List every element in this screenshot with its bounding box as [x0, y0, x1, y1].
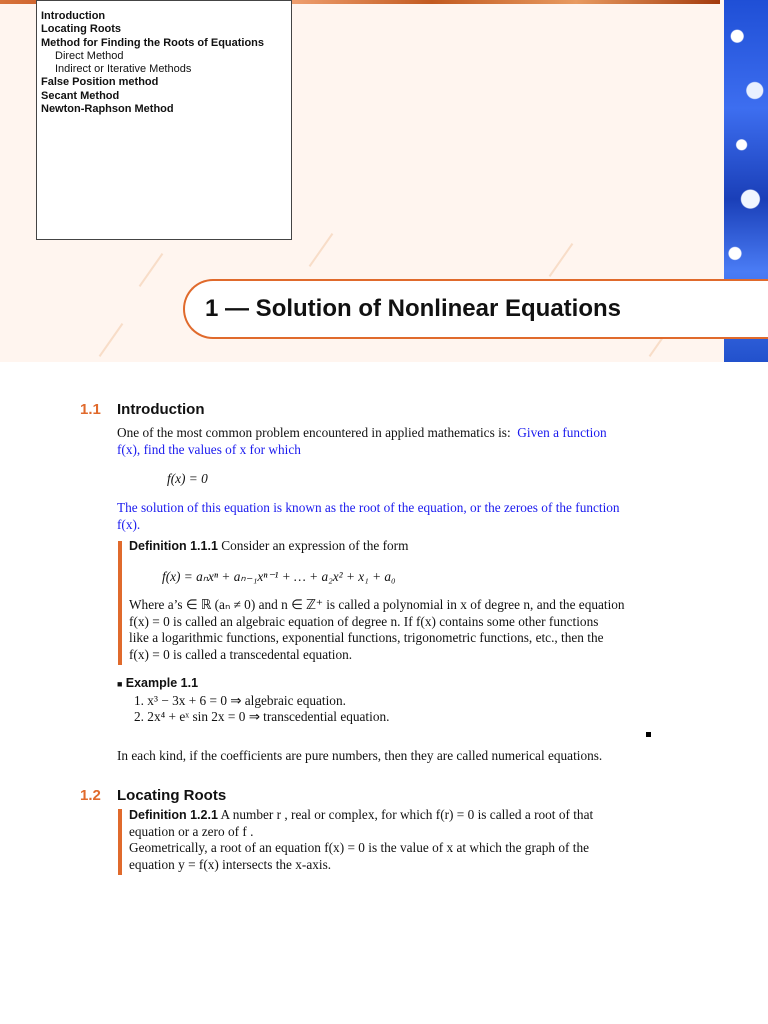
definition-line: like a logarithmic functions, exponential functions, trigonometric functions, etc., then the [129, 630, 604, 645]
root-text-line1: The solution of this equation is known as the root of the equation, or the zeroes of the function [117, 500, 620, 515]
decorative-streak [549, 243, 574, 277]
toc-item-iterative-methods[interactable]: Indirect or Iterative Methods [55, 63, 192, 76]
definition-accent-bar [118, 541, 122, 665]
definition-line: Where a’s ∈ ℝ (aₙ ≠ 0) and n ∈ ℤ⁺ is called a polynomial in x of degree n, and the equation [129, 597, 625, 612]
root-definition-paragraph [117, 500, 662, 533]
decorative-streak [309, 233, 334, 267]
definition-label: Definition 1.2.1 [129, 808, 218, 822]
example-1-1: ■ Example 1.1 1. x³ − 3x + 6 = 0 ⇒ algebraic equation. 2. 2x⁴ + eˣ sin 2x = 0 ⇒ transcedential equation. [117, 675, 657, 726]
example-item: 1. x³ − 3x + 6 = 0 ⇒ algebraic equation. [134, 692, 346, 708]
toc-item-secant[interactable]: Secant Method [41, 89, 120, 102]
section-title: Introduction [117, 401, 205, 418]
definition-line: Geometrically, a root of an equation f(x) = 0 is the value of x at which the graph of the [129, 840, 590, 855]
toc-item-locating-roots[interactable]: Locating Roots [41, 23, 122, 36]
intro-highlight-2: f(x), find the values of x for which [117, 441, 301, 457]
definition-lead: Consider an expression of the form [221, 538, 409, 553]
section-title: Locating Roots [117, 787, 227, 804]
end-of-example-mark [646, 732, 651, 737]
example-label: Example 1.1 [125, 676, 199, 690]
section-number: 1.1 [80, 401, 101, 418]
definition-line: f(x) = 0 is called an algebraic equation of degree n. If f(x) contains some other functions [129, 613, 599, 629]
toc-item-direct-method[interactable]: Direct Method [55, 49, 124, 62]
section-number: 1.2 [80, 787, 101, 804]
toc-item-finding-roots[interactable]: Method for Finding the Roots of Equations [41, 36, 265, 49]
equation-text: f(x) = 0 [167, 471, 208, 486]
chapter-title-box [183, 279, 768, 339]
definition-line: equation or a zero of f . [129, 823, 254, 839]
formula-text: f(x) = aₙxⁿ + aₙ₋₁xⁿ⁻¹ + … + a₂x² + x₁ + a₀ [162, 569, 396, 584]
polynomial-formula [162, 569, 396, 586]
definition-line: A number r , real or complex, for which f(r) = 0 is called a root of that [220, 807, 594, 822]
section-heading-locating-roots [80, 787, 226, 804]
decorative-streak [139, 253, 164, 287]
toc-item-introduction[interactable]: Introduction [41, 10, 106, 22]
example-item: 2. 2x⁴ + eˣ sin 2x = 0 ⇒ transcedential equation. [134, 709, 390, 724]
intro-highlight: Given a function [517, 425, 607, 440]
definition-line: equation y = f(x) intersects the x-axis. [129, 856, 332, 872]
definition-line: f(x) = 0 is called a transcedental equation. [129, 646, 353, 662]
table-of-contents [36, 0, 292, 240]
definition-label: Definition 1.1.1 [129, 539, 218, 553]
definition-accent-bar [118, 809, 122, 875]
equation-fx-zero [167, 471, 208, 488]
intro-text: One of the most common problem encountered in applied mathematics is: [117, 425, 511, 440]
definition-1-1-1 [129, 538, 659, 555]
toc-item-false-position[interactable]: False Position method [41, 76, 159, 89]
section-heading-introduction [80, 401, 204, 418]
definition-body [129, 597, 659, 663]
definition-1-2-1 [129, 807, 659, 873]
toc-item-newton-raphson[interactable]: Newton-Raphson Method [41, 103, 174, 116]
chapter-title: 1 — Solution of Nonlinear Equations [205, 295, 622, 322]
numerical-equations-paragraph: In each kind, if the coefficients are pure numbers, then they are called numerical equations. [117, 748, 603, 763]
decorative-streak [99, 323, 124, 357]
intro-paragraph [117, 425, 657, 458]
root-text-line2: f(x). [117, 516, 141, 532]
